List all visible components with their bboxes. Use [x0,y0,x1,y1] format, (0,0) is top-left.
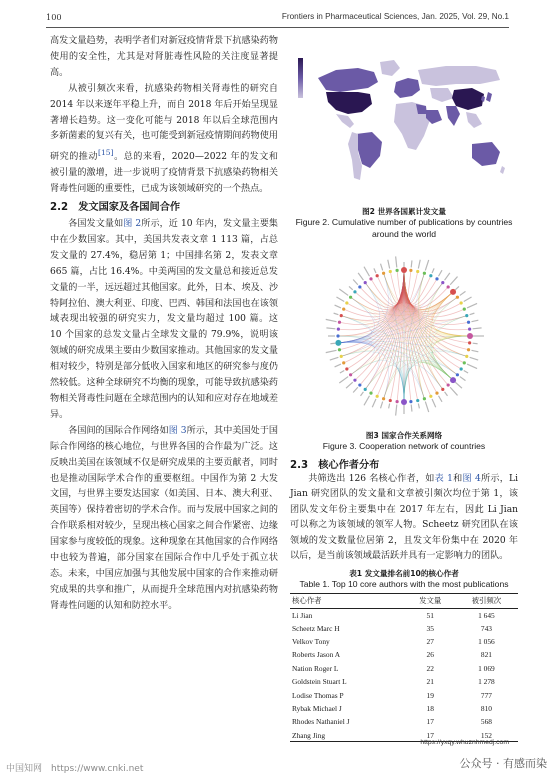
network-node-tick [396,256,397,267]
network-link [436,336,470,356]
network-node-tick [460,291,466,295]
network-node-tick [364,267,370,277]
figure-link[interactable]: 图 4 [462,473,481,484]
paragraph-countries: 各国发文量如图 2所示，近 10 年内，发文量主要集中在少数国家。其中，美国共发表文章 1 113 篇，占总发文量的 27.4%，稳居第 1；中国排名第 2，发表文章 665 篇，占比 16.4%。中美两国的发文量总和接近总发文量的一半，远远超过其他国家。此外，日本、埃及、沙特阿拉伯、澳大利亚、印度、巴西、韩国和法国也在该领域表现出较强的研究实力，发文量均超过 100 篇。这 10 个国家的总发文量占全球发文量的 79.9%，说明该领域的研究成果主要由少数国家推动。其他国家的发文量相对较少，特别是部分低收入国家和地区的研究参与度仍然较低。这种全球研究不均衡的现象，可能导致抗感染药物相关肾毒性问题在全球范围内的认知和应对存在地域差异。 [50,219,278,420]
network-node [335,340,341,346]
authors-text [290,472,518,566]
network-node [376,395,379,398]
network-node-tick [326,350,337,352]
network-node [423,272,426,275]
network-node-tick [450,277,457,285]
network-node [345,301,348,304]
network-node-tick [364,396,370,406]
network-node-tick [439,396,443,402]
network-node-tick [467,364,477,368]
network-node-tick [388,260,390,269]
network-node-tick [340,371,344,374]
network-node [416,399,419,402]
left-column [50,34,278,615]
network-node [468,328,471,331]
network-node [369,277,372,280]
table-row: Rybak Michael J 18 810 [292,703,492,713]
network-node [382,397,385,400]
network-node-tick [381,402,383,409]
network-node [416,270,419,273]
map-legend [298,58,303,98]
journal-citation: Frontiers in Pharmaceutical Sciences, Jan. 2025, Vol. 29, No.1 [281,12,509,21]
network-node [435,392,438,395]
paragraph-cooperation: 各国间的国际合作网络如图 3所示，其中美国处于国际合作网络的核心地位，与世界各国的合作最为广泛。这反映出美国在该领域不仅是研究成果的主要贡献者，同时也是推动国际学术合作的重要枢纽。中国作为第 2 大发文国，与世界主要发达国家（如美国、日本、澳大利亚、英国等）保持着密切的学术合作。而与发展中国家之间的合作联系相对较少，呈现出核心国家之间合作紧密、边缘国家参与度较低的现象。这种现象在其他国家的合作网络中也较为普遍，部分国家在国际合作中几乎处于孤立状态。未来，中国应加强与其他发展中国家的合作来推动研究成果的共享和推广，从而提升全球范围内对抗感染药物肾毒性问题的认知和防控水平。 [50,425,278,611]
network-node-tick [473,343,478,344]
network-node-tick [455,286,459,289]
world-map-figure [296,52,512,206]
network-node [429,274,432,277]
network-node-tick [396,405,397,416]
table-row: Lodise Thomas P 19 777 [292,690,492,700]
network-links [338,270,470,402]
network-node [435,277,438,280]
network-node [376,274,379,277]
cnki-watermark: 中国知网 https://www.cnki.net [6,764,144,774]
network-node [465,355,468,358]
network-node [441,388,444,391]
network-node [338,348,341,351]
network-node [401,267,407,273]
network-node [450,377,456,383]
network-node-tick [336,297,344,302]
table-header-row [290,593,518,608]
network-node [447,285,450,288]
network-node [447,383,450,386]
network-node-tick [335,305,341,308]
network-node-tick [464,371,468,374]
figure3-caption-en: Figure 3. Cooperation network of countries [322,441,486,451]
network-node-tick [361,392,364,396]
table1-caption-en: Table 1. Top 10 core authors with the most publications [299,579,509,590]
header-rule [46,27,509,28]
page-header [46,12,509,26]
table-row: Zhang Jing 17 152 [290,729,518,742]
network-node [353,379,356,382]
network-node [429,395,432,398]
paragraph-authors: 共筛选出 126 名核心作者，如表 1和图 4所示，Li Jian 研究团队的发文量和文章被引频次均位于第 1，该团队发文年份主要集中在 2017 年左右，因此 Li Jian 可以称之为该领域的领军人物。Scheetz 研究团队在该领域的发文数量位居第 2，且发文年份集中在 2020 年以后，是当前该领域最活跃并具有一定影响力的团队。 [290,473,518,562]
figure-link[interactable]: 图 2 [123,219,142,229]
network-node [465,314,468,317]
network-node-tick [411,405,412,412]
network-node-tick [445,273,450,280]
network-node [389,399,392,402]
network-node [349,373,352,376]
network-node [382,272,385,275]
network-node [364,388,367,391]
network-node-tick [334,313,339,315]
table-row: Roberts Jason A 26 821 [292,650,492,660]
network-node [342,361,345,364]
paragraph-citation-trend: 从被引频次来看，抗感染药物相关肾毒性的研究自 2014 年以来逐年平稳上升，而自 2018 年后开始呈现显著增长趋势。这一变化可能与 2018 年以后全球范围内多新菌素的复兴有关，也可能受到新冠疫情期间药物使用研究的推动[15]。总的来看，2020—2022 年的发文和被引量的激增，进一步说明了疫情背景下抗感染药物相关肾毒性问题的重要性，已成为该领域研究的一个热点。 [50,83,278,195]
network-node-tick [346,382,353,388]
network-node [396,400,399,403]
network-node [467,333,473,339]
network-node-tick [381,264,383,271]
network-node-tick [470,357,479,360]
network-node [353,290,356,293]
core-authors-table [290,593,518,743]
network-node-tick [467,303,477,307]
page-number: 100 [46,12,62,22]
network-node-tick [418,260,420,269]
network-node-tick [326,328,335,329]
network-node-tick [425,260,428,270]
network-node-tick [326,319,337,321]
network-node [345,367,348,370]
network-node [467,321,470,324]
paragraph-trend-end: 高发文量趋势，表明学者们对新冠疫情背景下抗感染药物使用的安全性，尤其是对肾脏毒性风险的关注度显著提高。 [50,36,278,78]
network-node [460,301,463,304]
network-node-tick [470,313,475,315]
network-node-tick [339,289,348,295]
network-node [358,383,361,386]
network-node [467,348,470,351]
network-link [436,316,470,336]
network-node-tick [439,270,443,276]
table-row: Rhodes Nathaniel J 17 568 [292,717,492,727]
network-node [389,270,392,273]
network-node [342,308,345,311]
network-node [441,281,444,284]
network-node-tick [358,273,363,280]
network-node [369,392,372,395]
network-node [463,308,466,311]
network-node [450,289,456,295]
section-heading-authors: 2.3 核心作者分布 [290,459,380,471]
figure-link[interactable]: 图 3 [168,425,187,436]
table1-caption-cn: 表1 发文量排名前10的核心作者 [349,569,459,579]
reference-link[interactable]: [15] [98,148,114,158]
network-node [456,373,459,376]
table-row: Nation Roger L 22 1 069 [292,663,495,673]
table-link[interactable]: 表 1 [434,473,453,484]
network-node-tick [330,343,335,344]
table-row: Velkov Tony 27 1 056 [292,637,495,647]
network-node [423,397,426,400]
right-column [290,34,518,742]
network-node [409,400,412,403]
network-node-tick [432,399,436,407]
network-node-tick [450,387,457,395]
network-node-tick [353,280,358,285]
network-node-tick [335,364,341,367]
cooperation-network-figure [295,252,513,430]
network-node-tick [473,328,482,329]
cooperation-network-chart [295,252,513,430]
figure3-caption-cn: 图3 国家合作关系网络 [365,431,443,440]
world-map-chart [296,52,512,206]
table-header-author: 核心作者 [290,593,406,608]
network-node-tick [411,260,412,267]
network-node [338,321,341,324]
network-node [396,269,399,272]
figure2-caption-en: Figure 2. Cumulative number of publications by countries around the world [295,217,513,239]
network-node [340,355,343,358]
section-heading-countries: 2.2 发文国家及各国间合作 [50,202,181,214]
network-node-tick [432,268,434,273]
network-node [364,281,367,284]
network-node [349,296,352,299]
network-node-tick [372,399,376,407]
table-row: Scheetz Marc H 35 743 [292,623,492,633]
network-node [460,367,463,370]
network-node [337,328,340,331]
network-node-tick [353,387,358,392]
network-node-tick [330,357,339,360]
network-node-tick [464,297,472,302]
table-row: Li Jian 51 1 645 [292,610,495,620]
network-node-tick [425,402,428,412]
network-node-tick [445,392,448,396]
network-node [409,269,412,272]
network-node [468,341,471,344]
network-node-tick [374,268,376,273]
table-row: Goldstein Stuart L 21 1 278 [292,677,495,687]
network-node-tick [471,350,478,351]
footer-url[interactable]: https://yxqy.whuznhmedj.com [420,739,509,746]
network-node [336,334,339,337]
network-node-tick [460,377,466,381]
network-node [456,296,459,299]
network-node [463,361,466,364]
figure2-caption-cn: 图2 世界各国累计发文量 [362,207,446,216]
network-node-tick [389,403,390,408]
network-node-tick [339,377,348,383]
table-header-citations: 被引频次 [455,593,518,608]
network-node [340,314,343,317]
network-node-tick [455,382,462,388]
network-node-tick [418,403,419,408]
network-node-tick [349,286,353,289]
network-node [358,285,361,288]
wechat-watermark: 公众号 · 有感而染 [459,757,547,770]
table-header-publications: 发文量 [406,593,455,608]
network-node [401,399,407,405]
network-node-tick [471,320,478,321]
